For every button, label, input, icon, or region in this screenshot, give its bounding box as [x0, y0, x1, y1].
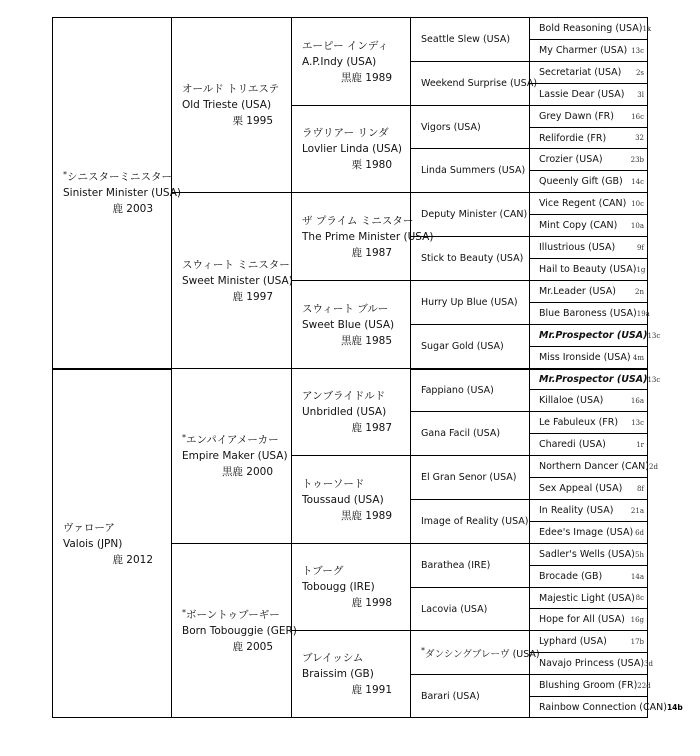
horse-color-year	[302, 70, 410, 86]
gen4-cell	[410, 674, 529, 718]
horse-name-jp-text: オールド トリエステ	[182, 83, 280, 95]
horse-color-year-text: 黒鹿 2000	[221, 466, 273, 478]
horse-name: Mr.Leader (USA)	[539, 286, 616, 297]
horse-color-year	[63, 201, 171, 217]
import-mark: *	[421, 646, 425, 655]
gen4-cell	[410, 17, 529, 61]
gen5-cell	[529, 170, 648, 192]
horse-color-year-text: 黒鹿 1989	[340, 71, 392, 84]
horse-name: Blushing Groom (FR)	[539, 680, 638, 691]
gen5-cell	[529, 608, 648, 630]
gen5-cell	[529, 630, 648, 652]
horse-name-jp-text: スウィート ミニスター	[182, 258, 290, 271]
horse-name-en-text: Born Tobouggie (GER)	[182, 624, 297, 637]
horse-name-jp	[63, 169, 171, 185]
horse-name: Bold Reasoning (USA)	[539, 23, 643, 34]
horse-name-en	[182, 448, 291, 464]
gen4-cell	[410, 236, 529, 280]
horse-color-year	[182, 464, 291, 480]
gen3-cell	[291, 543, 410, 630]
horse-name: Hail to Beauty (USA)	[539, 264, 637, 275]
gen5-cell	[529, 587, 648, 608]
horse-name-jp-text: シニスターミニスター	[67, 171, 172, 183]
gen5-cell	[529, 214, 648, 236]
gen5-cell	[529, 127, 648, 148]
horse-name-jp	[302, 563, 410, 579]
family-number: 13c	[631, 418, 644, 427]
family-number: 2d	[649, 462, 658, 471]
family-number: 5h	[635, 550, 644, 559]
horse-color-year-text: 鹿 2003	[112, 203, 153, 215]
family-number: 21a	[630, 506, 644, 515]
horse-color-year-text: 鹿 1987	[351, 246, 392, 259]
horse-name: In Reality (USA)	[539, 505, 614, 516]
horse-name-en	[302, 229, 434, 245]
gen5-cell	[529, 324, 661, 346]
import-mark: *	[182, 607, 186, 617]
horse-color-year	[182, 289, 291, 305]
horse-color-year	[302, 508, 410, 524]
horse-name: Barari (USA)	[421, 690, 480, 702]
horse-name: Stick to Beauty (USA)	[421, 253, 524, 264]
gen5-cell	[529, 258, 648, 280]
gen5-cell	[529, 368, 661, 389]
gen5-cell	[529, 433, 648, 455]
horse-name: Northern Dancer (CAN)	[539, 461, 649, 472]
family-number: 13c	[647, 331, 661, 340]
horse-name-jp	[302, 213, 414, 229]
horse-color-year-text: 鹿 1997	[232, 290, 273, 303]
gen4-cell	[410, 630, 540, 674]
horse-name-en-text: Old Trieste (USA)	[182, 99, 272, 111]
horse-color-year-text: 鹿 2005	[232, 640, 273, 653]
family-number: 17b	[630, 637, 644, 646]
horse-name: Weekend Surprise (USA)	[421, 78, 538, 89]
horse-name: Lacovia (USA)	[421, 603, 488, 615]
gen4-cell	[410, 368, 529, 411]
horse-name-jp-text: トブーグ	[302, 565, 344, 577]
gen3-cell	[291, 192, 434, 280]
horse-color-year-text: 栗 1995	[232, 115, 273, 127]
family-number: 6d	[635, 528, 644, 537]
horse-name-jp-text: スウィート ブルー	[302, 302, 389, 315]
gen5-cell	[529, 280, 648, 302]
family-number: 8f	[636, 484, 644, 493]
horse-name-en-text: Sweet Blue (USA)	[302, 318, 395, 331]
family-number: 1g	[636, 265, 646, 274]
family-number: 14a	[630, 572, 644, 581]
import-mark: *	[182, 433, 186, 442]
horse-name-jp-text: アンブライドルド	[302, 390, 386, 402]
gen5-cell	[529, 105, 648, 127]
gen5-cell	[529, 455, 658, 477]
pedigree-table	[52, 17, 683, 718]
horse-color-year	[302, 420, 410, 436]
horse-name-jp	[302, 650, 410, 666]
horse-name: Fappiano (USA)	[421, 385, 494, 396]
family-number: 16g	[630, 615, 644, 624]
family-number: 10a	[630, 221, 644, 230]
horse-color-year-text: 鹿 1987	[351, 422, 392, 434]
horse-name-en	[302, 579, 410, 595]
horse-color-year	[302, 245, 410, 261]
horse-color-year-text: 黒鹿 1989	[340, 509, 392, 522]
horse-name-jp	[182, 81, 291, 97]
horse-name: Sadler's Wells (USA)	[539, 549, 635, 560]
gen3-cell	[291, 105, 410, 192]
horse-name-en	[182, 623, 297, 639]
horse-name: Illustrious (USA)	[539, 242, 616, 253]
gen5-cell	[529, 389, 648, 411]
gen5-cell	[529, 17, 652, 39]
horse-color-year-text: 栗 1980	[351, 159, 392, 171]
horse-name: Rainbow Connection (CAN)	[539, 701, 667, 713]
family-number: 1k	[642, 24, 652, 33]
gen5-cell	[529, 302, 648, 324]
gen3-cell	[291, 17, 410, 105]
horse-name-en-text: A.P.Indy (USA)	[302, 55, 377, 68]
horse-name-jp-text: エンパイアメーカー	[186, 434, 279, 446]
horse-name: Linda Summers (USA)	[421, 165, 526, 176]
horse-name-jp	[302, 476, 410, 492]
gen1-cell	[52, 17, 182, 368]
gen3-cell	[291, 630, 410, 718]
gen4-cell	[410, 499, 529, 543]
family-number: 14c	[631, 177, 644, 186]
horse-name: Grey Dawn (FR)	[539, 111, 614, 122]
horse-name: Navajo Princess (USA)	[539, 658, 645, 669]
family-number: 22d	[637, 681, 651, 690]
gen3-cell	[291, 280, 410, 368]
horse-name-en	[302, 317, 410, 333]
family-number: 2s	[635, 68, 644, 77]
horse-name-en-text: Valois (JPN)	[63, 537, 123, 550]
gen4-cell	[410, 324, 529, 368]
horse-name: Lassie Dear (USA)	[539, 89, 625, 100]
family-number: 16a	[630, 396, 644, 405]
horse-name: Le Fabuleux (FR)	[539, 417, 619, 428]
horse-name-en	[182, 273, 291, 289]
gen5-cell	[529, 236, 648, 258]
horse-name: Hurry Up Blue (USA)	[421, 297, 518, 308]
horse-color-year	[302, 333, 410, 349]
horse-name-jp	[302, 388, 410, 404]
horse-color-year	[302, 682, 410, 698]
gen2-cell	[171, 192, 291, 368]
horse-name: Vigors (USA)	[421, 121, 481, 133]
gen5-cell	[529, 192, 648, 214]
gen4-cell	[410, 543, 529, 587]
horse-name: El Gran Senor (USA)	[421, 472, 517, 483]
horse-name-jp	[302, 38, 410, 54]
import-mark: *	[63, 170, 67, 179]
horse-name: Barathea (IRE)	[421, 560, 491, 571]
gen5-cell	[529, 83, 648, 105]
horse-name: Image of Reality (USA)	[421, 516, 529, 527]
horse-color-year-text: 鹿 1998	[351, 597, 392, 609]
horse-name-en-text: Tobougg (IRE)	[302, 581, 375, 593]
family-number: 8c	[635, 594, 644, 602]
horse-name: Blue Baroness (USA)	[539, 308, 637, 319]
horse-name-jp-text: トゥーソード	[302, 477, 365, 490]
gen5-cell	[529, 39, 648, 61]
horse-name: Mr.Prospector (USA)	[539, 330, 648, 341]
gen4-cell	[410, 280, 529, 324]
horse-name: Charedi (USA)	[539, 439, 606, 450]
gen2-cell	[171, 17, 291, 192]
horse-name: Lyphard (USA)	[539, 636, 607, 647]
horse-name: Edee's Image (USA)	[539, 527, 634, 538]
gen5-cell	[529, 477, 648, 499]
horse-name-en	[63, 536, 171, 552]
horse-name: Killaloe (USA)	[539, 395, 604, 406]
family-number: 13c	[647, 375, 661, 384]
horse-color-year	[302, 157, 410, 173]
horse-name: Mr.Prospector (USA)	[539, 374, 648, 385]
horse-color-year-text: 鹿 1991	[351, 684, 392, 696]
horse-name-jp	[182, 432, 291, 448]
horse-name: Crozier (USA)	[539, 154, 603, 165]
gen3-cell	[291, 368, 410, 455]
gen5-cell	[529, 543, 648, 565]
family-number: 10c	[631, 199, 644, 208]
horse-name-jp-text: ラヴリアー リンダ	[302, 127, 389, 139]
horse-name-jp-text: ザ プライム ミニスター	[302, 214, 414, 227]
gen4-cell	[410, 192, 529, 236]
family-number: 4m	[632, 353, 644, 362]
horse-name-jp-text: ヴァローア	[63, 521, 115, 534]
horse-name: Majestic Light (USA)	[539, 592, 635, 604]
horse-name-jp-text: エーピー インディ	[302, 39, 389, 52]
horse-name-en-text: Unbridled (USA)	[302, 406, 387, 418]
horse-name-jp	[302, 125, 410, 141]
family-number: 14b	[666, 702, 683, 712]
family-number: 3l	[637, 90, 644, 99]
horse-name-jp	[182, 257, 291, 273]
horse-name-en	[63, 185, 182, 201]
horse-name-en	[182, 97, 291, 113]
gen5-cell	[529, 652, 653, 674]
horse-color-year	[302, 595, 410, 611]
gen4-cell	[410, 61, 538, 105]
horse-name-jp	[63, 520, 171, 536]
horse-name-en	[302, 404, 410, 420]
gen4-cell	[410, 148, 529, 192]
horse-name: Miss Ironside (USA)	[539, 352, 631, 363]
gen2-cell	[171, 543, 297, 718]
gen5-cell	[529, 346, 648, 368]
horse-color-year-text: 黒鹿 1985	[340, 334, 392, 347]
horse-name-en-text: Toussaud (USA)	[302, 493, 384, 506]
horse-name: Deputy Minister (CAN)	[421, 209, 528, 220]
horse-name: Sex Appeal (USA)	[539, 483, 623, 494]
horse-name-jp	[182, 607, 291, 623]
family-number: 16c	[631, 112, 644, 121]
horse-name-en-text: Sweet Minister (USA)	[182, 274, 293, 287]
horse-name: Relifordie (FR)	[539, 132, 607, 144]
horse-name: Brocade (GB)	[539, 571, 603, 582]
horse-name: Gana Facil (USA)	[421, 428, 501, 439]
gen5-cell	[529, 696, 683, 718]
horse-name-en-text: Empire Maker (USA)	[182, 450, 288, 462]
gen4-cell	[410, 587, 529, 630]
gen4-cell	[410, 105, 529, 148]
horse-color-year-text: 鹿 2012	[112, 553, 153, 566]
horse-name-jp-text: ブレイッシム	[302, 652, 364, 664]
horse-name: Seattle Slew (USA)	[421, 34, 511, 45]
horse-color-year	[182, 113, 291, 129]
gen5-cell	[529, 521, 648, 543]
horse-name-jp-text: ボーントゥブーギー	[186, 608, 280, 621]
family-number: 1r	[636, 440, 644, 449]
horse-name: My Charmer (USA)	[539, 45, 628, 56]
horse-name-en	[302, 492, 410, 508]
gen5-cell	[529, 148, 648, 170]
family-number: 2n	[635, 287, 644, 296]
horse-color-year	[182, 639, 291, 655]
horse-name: Mint Copy (CAN)	[539, 220, 618, 231]
horse-name: Vice Regent (CAN)	[539, 198, 627, 209]
gen5-cell	[529, 674, 651, 696]
gen5-cell	[529, 411, 648, 433]
horse-name: Secretariat (USA)	[539, 67, 622, 78]
horse-name: ダンシングブレーヴ (USA)	[425, 648, 540, 660]
horse-name-en	[302, 666, 410, 682]
horse-name-en-text: The Prime Minister (USA)	[302, 230, 434, 243]
horse-name-en-text: Lovlier Linda (USA)	[302, 143, 403, 155]
family-number: 19a	[636, 309, 650, 318]
horse-name: Hope for All (USA)	[539, 614, 625, 625]
gen1-cell	[52, 368, 171, 718]
horse-name-en-text: Sinister Minister (USA)	[63, 187, 182, 199]
horse-color-year	[63, 552, 171, 568]
horse-name-en	[302, 54, 410, 70]
gen4-cell	[410, 411, 529, 455]
family-number: 3d	[644, 659, 653, 668]
family-number: 9f	[636, 243, 644, 252]
gen4-cell	[410, 455, 529, 499]
family-number: 13c	[631, 46, 644, 55]
horse-name-jp	[302, 301, 410, 317]
family-number: 23b	[630, 155, 644, 164]
gen5-cell	[529, 61, 648, 83]
gen5-cell	[529, 565, 648, 587]
gen5-cell	[529, 499, 648, 521]
family-number: 32	[635, 134, 644, 142]
gen3-cell	[291, 455, 410, 543]
gen2-cell	[171, 368, 291, 543]
horse-name-en-text: Braissim (GB)	[302, 668, 374, 680]
horse-name: Sugar Gold (USA)	[421, 341, 504, 352]
horse-name-en	[302, 141, 410, 157]
horse-name: Queenly Gift (GB)	[539, 176, 623, 187]
